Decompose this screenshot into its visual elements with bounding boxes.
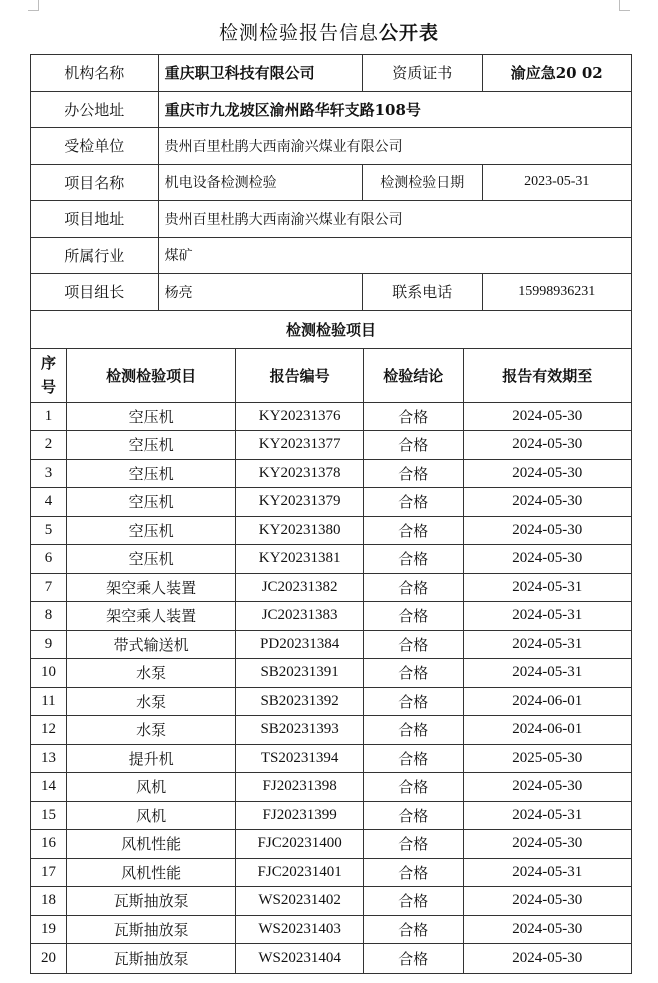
row-report: KY20231381 xyxy=(236,545,364,573)
phone-label: 联系电话 xyxy=(363,274,483,310)
row-result: 合格 xyxy=(364,916,464,944)
row-valid: 2024-05-30 xyxy=(512,835,583,852)
address-label: 办公地址 xyxy=(31,92,159,128)
row-result: 合格 xyxy=(364,859,464,887)
leader-row xyxy=(31,274,631,311)
table-row xyxy=(31,602,631,631)
table-row xyxy=(31,887,631,916)
row-valid: 2024-05-30 xyxy=(512,436,583,453)
row-item: 水泵 xyxy=(67,716,236,744)
row-seq: 16 xyxy=(31,830,67,858)
row-item: 提升机 xyxy=(67,745,236,773)
client-row xyxy=(31,128,631,165)
phone-value: 15998936231 xyxy=(518,283,596,299)
table-row xyxy=(31,488,631,517)
row-result: 合格 xyxy=(364,517,464,545)
col-seq-1: 序 xyxy=(40,354,56,372)
row-report: FJC20231400 xyxy=(236,830,364,858)
row-valid: 2024-05-30 xyxy=(512,550,583,567)
col-seq xyxy=(31,349,67,402)
row-result: 合格 xyxy=(364,545,464,573)
row-valid: 2024-06-01 xyxy=(512,721,583,738)
row-result: 合格 xyxy=(364,574,464,602)
industry-row xyxy=(31,238,631,275)
row-report: FJ20231399 xyxy=(236,802,364,830)
row-seq: 2 xyxy=(31,431,67,459)
row-item: 空压机 xyxy=(67,403,236,431)
row-seq: 5 xyxy=(31,517,67,545)
industry-label: 所属行业 xyxy=(31,238,159,274)
row-item: 空压机 xyxy=(67,460,236,488)
row-seq: 10 xyxy=(31,659,67,687)
row-item: 架空乘人装置 xyxy=(67,574,236,602)
row-valid: 2024-05-31 xyxy=(512,664,583,681)
table-row xyxy=(31,802,631,831)
org-name-label: 机构名称 xyxy=(31,55,159,91)
client-value: 贵州百里杜鹃大西南渝兴煤业有限公司 xyxy=(164,138,403,155)
project-label: 项目名称 xyxy=(31,165,159,201)
row-item: 空压机 xyxy=(67,517,236,545)
row-result: 合格 xyxy=(364,602,464,630)
row-result: 合格 xyxy=(364,944,464,973)
row-result: 合格 xyxy=(364,659,464,687)
col-item: 检测检验项目 xyxy=(67,349,236,402)
row-report: WS20231402 xyxy=(236,887,364,915)
row-valid: 2024-05-30 xyxy=(512,464,583,481)
site-value: 贵州百里杜鹃大西南渝兴煤业有限公司 xyxy=(164,211,403,228)
row-report: SB20231393 xyxy=(236,716,364,744)
row-seq: 17 xyxy=(31,859,67,887)
project-value: 机电设备检测检验 xyxy=(159,165,363,201)
row-item: 风机性能 xyxy=(67,859,236,887)
row-result: 合格 xyxy=(364,460,464,488)
row-item: 瓦斯抽放泵 xyxy=(67,944,236,973)
site-row xyxy=(31,201,631,238)
project-row xyxy=(31,165,631,202)
date-label: 检测检验日期 xyxy=(363,165,483,201)
row-item: 架空乘人装置 xyxy=(67,602,236,630)
row-report: KY20231376 xyxy=(236,403,364,431)
items-body xyxy=(31,403,631,973)
document-title xyxy=(0,18,658,45)
row-seq: 4 xyxy=(31,488,67,516)
row-result: 合格 xyxy=(364,887,464,915)
row-report: FJ20231398 xyxy=(236,773,364,801)
row-valid: 2025-05-30 xyxy=(512,749,583,766)
row-valid: 2024-05-30 xyxy=(512,892,583,909)
table-row xyxy=(31,659,631,688)
col-seq-2: 号 xyxy=(40,378,56,396)
row-report: FJC20231401 xyxy=(236,859,364,887)
items-section-title: 检测检验项目 xyxy=(285,320,376,339)
leader-value: 杨亮 xyxy=(159,274,363,310)
date-value: 2023-05-31 xyxy=(524,174,590,190)
row-item: 瓦斯抽放泵 xyxy=(67,916,236,944)
row-seq: 1 xyxy=(31,403,67,431)
row-item: 空压机 xyxy=(67,545,236,573)
table-row xyxy=(31,859,631,888)
row-seq: 20 xyxy=(31,944,67,973)
col-result: 检验结论 xyxy=(364,349,464,402)
industry-value: 煤矿 xyxy=(164,248,193,265)
row-result: 合格 xyxy=(364,631,464,659)
row-item: 风机性能 xyxy=(67,830,236,858)
row-report: KY20231379 xyxy=(236,488,364,516)
table-row xyxy=(31,688,631,717)
row-valid: 2024-05-31 xyxy=(512,607,583,624)
items-header-row xyxy=(31,349,631,403)
row-valid: 2024-05-31 xyxy=(512,578,583,595)
row-report: KY20231377 xyxy=(236,431,364,459)
table-row xyxy=(31,460,631,489)
page-corner-mark-right xyxy=(619,0,630,11)
report-table xyxy=(30,54,632,974)
site-label: 项目地址 xyxy=(31,201,159,237)
row-seq: 9 xyxy=(31,631,67,659)
row-valid: 2024-05-30 xyxy=(512,778,583,795)
row-seq: 13 xyxy=(31,745,67,773)
table-row xyxy=(31,944,631,973)
row-valid: 2024-05-30 xyxy=(512,407,583,424)
row-result: 合格 xyxy=(364,403,464,431)
row-report: KY20231378 xyxy=(236,460,364,488)
address-row xyxy=(31,92,631,129)
org-name: 重庆职卫科技有限公司 xyxy=(159,55,363,91)
table-row xyxy=(31,574,631,603)
row-item: 瓦斯抽放泵 xyxy=(67,887,236,915)
row-item: 空压机 xyxy=(67,488,236,516)
row-result: 合格 xyxy=(364,802,464,830)
org-row xyxy=(31,55,631,92)
table-row xyxy=(31,403,631,432)
client-label: 受检单位 xyxy=(31,128,159,164)
row-seq: 3 xyxy=(31,460,67,488)
row-valid: 2024-05-30 xyxy=(512,521,583,538)
row-report: TS20231394 xyxy=(236,745,364,773)
table-row xyxy=(31,745,631,774)
page-corner-mark-left xyxy=(28,0,39,11)
row-result: 合格 xyxy=(364,716,464,744)
row-seq: 7 xyxy=(31,574,67,602)
col-report: 报告编号 xyxy=(236,349,364,402)
address-value: 重庆市九龙坡区渝州路华轩支路108号 xyxy=(164,100,421,119)
row-report: WS20231403 xyxy=(236,916,364,944)
table-row xyxy=(31,431,631,460)
row-valid: 2024-05-30 xyxy=(512,949,583,966)
row-result: 合格 xyxy=(364,488,464,516)
row-report: SB20231391 xyxy=(236,659,364,687)
row-valid: 2024-05-30 xyxy=(512,493,583,510)
table-row xyxy=(31,545,631,574)
table-row xyxy=(31,716,631,745)
leader-label: 项目组长 xyxy=(31,274,159,310)
cert-value: 渝应急20 02 xyxy=(510,64,603,83)
row-report: KY20231380 xyxy=(236,517,364,545)
row-valid: 2024-05-31 xyxy=(512,863,583,880)
items-section-heading xyxy=(31,311,631,349)
row-seq: 12 xyxy=(31,716,67,744)
cert-label: 资质证书 xyxy=(363,55,483,91)
row-seq: 18 xyxy=(31,887,67,915)
row-result: 合格 xyxy=(364,773,464,801)
row-item: 水泵 xyxy=(67,659,236,687)
table-row xyxy=(31,830,631,859)
table-row xyxy=(31,916,631,945)
row-result: 合格 xyxy=(364,431,464,459)
row-item: 空压机 xyxy=(67,431,236,459)
row-seq: 19 xyxy=(31,916,67,944)
row-valid: 2024-05-31 xyxy=(512,635,583,652)
table-row xyxy=(31,773,631,802)
row-result: 合格 xyxy=(364,688,464,716)
row-report: JC20231383 xyxy=(236,602,364,630)
row-seq: 14 xyxy=(31,773,67,801)
row-item: 带式输送机 xyxy=(67,631,236,659)
row-item: 风机 xyxy=(67,773,236,801)
row-result: 合格 xyxy=(364,830,464,858)
row-valid: 2024-06-01 xyxy=(512,692,583,709)
row-report: WS20231404 xyxy=(236,944,364,973)
row-seq: 15 xyxy=(31,802,67,830)
col-valid: 报告有效期至 xyxy=(502,366,593,385)
row-item: 水泵 xyxy=(67,688,236,716)
table-row xyxy=(31,517,631,546)
row-seq: 6 xyxy=(31,545,67,573)
row-valid: 2024-05-30 xyxy=(512,920,583,937)
row-report: JC20231382 xyxy=(236,574,364,602)
row-report: SB20231392 xyxy=(236,688,364,716)
title-bold: 公开表 xyxy=(379,22,440,44)
row-seq: 11 xyxy=(31,688,67,716)
table-row xyxy=(31,631,631,660)
row-result: 合格 xyxy=(364,745,464,773)
row-seq: 8 xyxy=(31,602,67,630)
title-main: 检测检验报告信息 xyxy=(218,22,379,44)
row-valid: 2024-05-31 xyxy=(512,806,583,823)
row-item: 风机 xyxy=(67,802,236,830)
row-report: PD20231384 xyxy=(236,631,364,659)
